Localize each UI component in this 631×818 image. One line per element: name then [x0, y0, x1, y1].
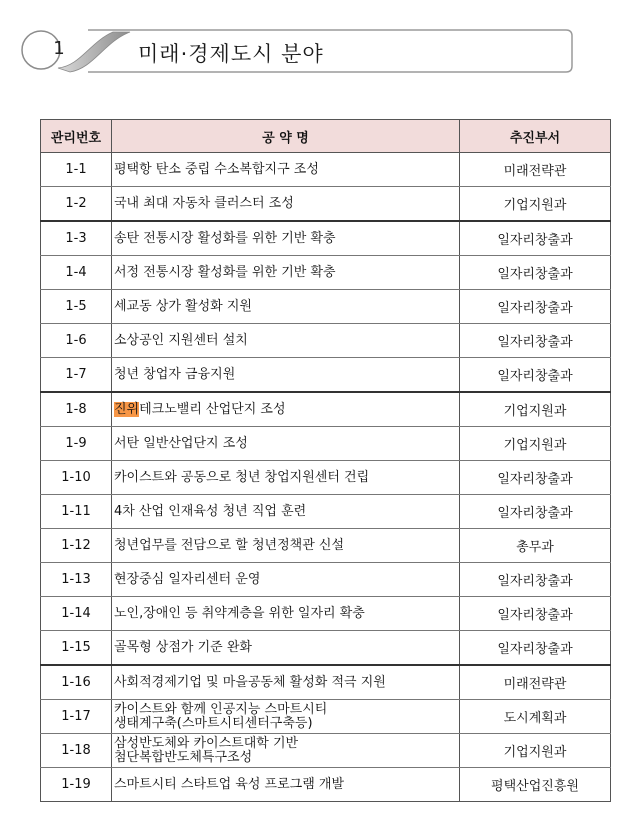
row-id: 1-1 [41, 153, 112, 187]
row-title: 송탄 전통시장 활성화를 위한 기반 확충 [112, 221, 460, 256]
section-title: 미래·경제도시 분야 [138, 42, 324, 66]
row-title: 청년업무를 전담으로 할 청년정책관 신설 [112, 529, 460, 563]
row-dept: 총무과 [460, 529, 611, 563]
table-row [41, 700, 611, 734]
table-row [41, 187, 611, 222]
table-row [41, 153, 611, 187]
row-id: 1-7 [41, 358, 112, 393]
row-title: 스마트시티 스타트업 육성 프로그램 개발 [112, 768, 460, 802]
row-title: 세교동 상가 활성화 지원 [112, 290, 460, 324]
row-title: 4차 산업 인재육성 청년 직업 훈련 [112, 495, 460, 529]
table-row [41, 631, 611, 666]
table-row [41, 529, 611, 563]
row-title-line2: 생태계구축(스마트시티센터구축등) [114, 715, 313, 731]
table-row [41, 768, 611, 802]
header-title: 공 약 명 [112, 120, 460, 153]
row-title: 노인,장애인 등 취약계층을 위한 일자리 확충 [112, 597, 460, 631]
row-dept: 기업지원과 [460, 392, 611, 427]
table-row [41, 256, 611, 290]
row-title: 평택항 탄소 중립 수소복합지구 조성 [112, 153, 460, 187]
row-dept: 일자리창출과 [460, 597, 611, 631]
row-title-line2: 첨단복합반도체특구조성 [114, 749, 253, 765]
row-dept: 일자리창출과 [460, 256, 611, 290]
row-title-rest: 테크노밸리 산업단지 조성 [139, 401, 286, 417]
row-dept: 일자리창출과 [460, 563, 611, 597]
row-dept: 일자리창출과 [460, 324, 611, 358]
table-row [41, 221, 611, 256]
row-id: 1-14 [41, 597, 112, 631]
table-row [41, 290, 611, 324]
row-id: 1-15 [41, 631, 112, 666]
row-id: 1-18 [41, 734, 112, 768]
row-dept: 미래전략관 [460, 665, 611, 700]
row-title: 카이스트와 공동으로 청년 창업지원센터 건립 [112, 461, 460, 495]
row-title: 소상공인 지원센터 설치 [112, 324, 460, 358]
header-dept: 추진부서 [460, 120, 611, 153]
row-id: 1-5 [41, 290, 112, 324]
row-title: 골목형 상점가 기준 완화 [112, 631, 460, 666]
row-dept: 기업지원과 [460, 734, 611, 768]
row-title: 사회적경제기업 및 마을공동체 활성화 적극 지원 [112, 665, 460, 700]
row-dept: 기업지원과 [460, 427, 611, 461]
row-id: 1-12 [41, 529, 112, 563]
row-dept: 일자리창출과 [460, 221, 611, 256]
row-id: 1-4 [41, 256, 112, 290]
row-dept: 도시계획과 [460, 700, 611, 734]
table-row [41, 734, 611, 768]
table-row [41, 597, 611, 631]
row-id: 1-13 [41, 563, 112, 597]
table-row [41, 461, 611, 495]
table-row [41, 392, 611, 427]
row-id: 1-10 [41, 461, 112, 495]
table-row [41, 427, 611, 461]
row-id: 1-17 [41, 700, 112, 734]
row-title: 국내 최대 자동차 클러스터 조성 [112, 187, 460, 222]
row-dept: 기업지원과 [460, 187, 611, 222]
row-title [112, 392, 460, 427]
row-dept: 일자리창출과 [460, 461, 611, 495]
row-dept: 평택산업진흥원 [460, 768, 611, 802]
table-row [41, 563, 611, 597]
row-id: 1-8 [41, 392, 112, 427]
row-title: 서정 전통시장 활성화를 위한 기반 확충 [112, 256, 460, 290]
row-dept: 일자리창출과 [460, 290, 611, 324]
row-id: 1-19 [41, 768, 112, 802]
pledge-table [40, 119, 611, 802]
row-id: 1-2 [41, 187, 112, 222]
row-title [112, 734, 460, 768]
header-id: 관리번호 [41, 120, 112, 153]
highlighted-text: 진위 [114, 401, 140, 417]
table-row [41, 358, 611, 393]
row-title: 청년 창업자 금융지원 [112, 358, 460, 393]
row-dept: 일자리창출과 [460, 631, 611, 666]
table-row [41, 665, 611, 700]
row-id: 1-11 [41, 495, 112, 529]
table-row [41, 324, 611, 358]
row-title-line1: 삼성반도체와 카이스트대학 기반 [114, 735, 299, 751]
row-id: 1-9 [41, 427, 112, 461]
row-id: 1-16 [41, 665, 112, 700]
section-banner [18, 28, 574, 73]
row-title-line1: 카이스트와 함께 인공지능 스마트시티 [114, 701, 328, 717]
row-title: 서탄 일반산업단지 조성 [112, 427, 460, 461]
table-row [41, 495, 611, 529]
row-dept: 일자리창출과 [460, 358, 611, 393]
row-title [112, 700, 460, 734]
section-number: 1 [53, 38, 65, 59]
row-id: 1-3 [41, 221, 112, 256]
row-dept: 일자리창출과 [460, 495, 611, 529]
table-header-row [41, 120, 611, 153]
row-dept: 미래전략관 [460, 153, 611, 187]
row-id: 1-6 [41, 324, 112, 358]
row-title: 현장중심 일자리센터 운영 [112, 563, 460, 597]
